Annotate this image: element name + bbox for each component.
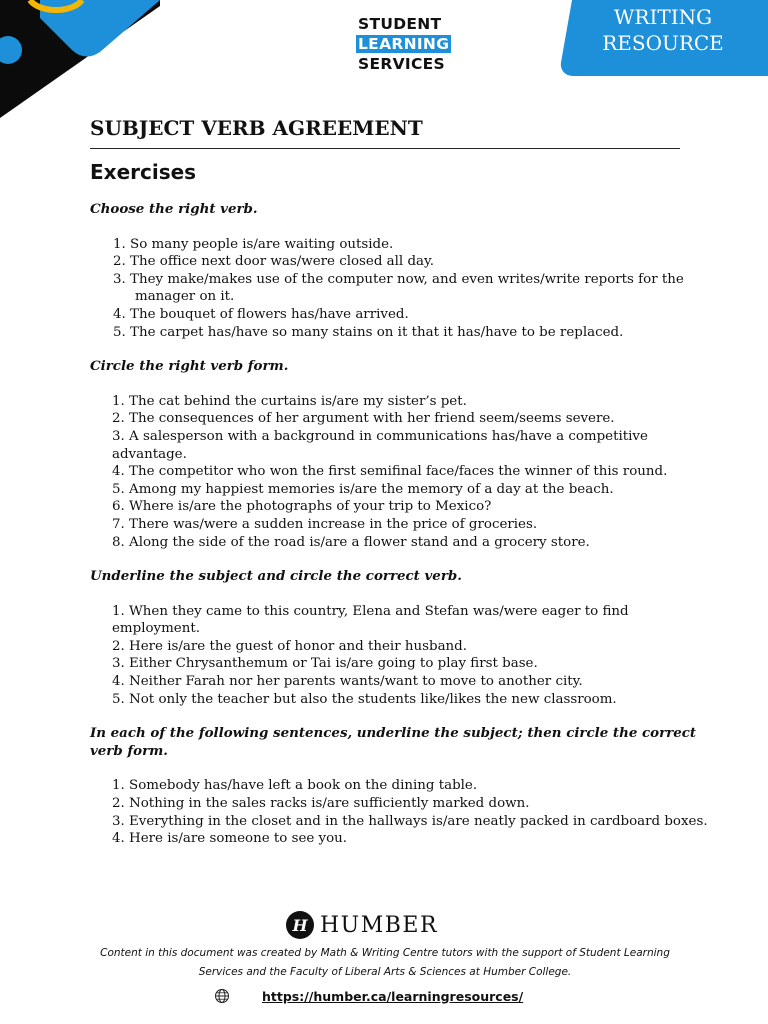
exercise-item: 5. The carpet has/have so many stains on it that it has/have to be replaced. (113, 324, 624, 340)
logo-line-learning: LEARNING (358, 35, 450, 53)
exercise-list (90, 393, 720, 551)
exercise-item: 1. So many people is/are waiting outside. (113, 236, 394, 252)
exercise-list (90, 236, 720, 342)
exercise-item: 2. The office next door was/were closed all day. (113, 254, 435, 270)
exercise-section-underline-subject (90, 568, 720, 708)
logo-line-student: STUDENT (358, 15, 442, 33)
exercise-list (90, 603, 720, 709)
section-heading: Choose the right verb. (90, 201, 258, 217)
exercise-list (90, 777, 720, 847)
exercise-section-circle-verb (90, 358, 720, 551)
logo-line-services: SERVICES (358, 55, 445, 73)
exercise-item: 1. When they came to this country, Elena and Stefan was/were eager to find employment. (112, 603, 629, 637)
humber-h-icon: H (286, 911, 314, 939)
globe-icon (214, 988, 230, 1004)
document-title: SUBJECT VERB AGREEMENT (90, 116, 423, 140)
exercise-item: 2. Nothing in the sales racks is/are sufficiently marked down. (112, 796, 530, 812)
exercise-item: 3. A salesperson with a background in communications has/have a competitive advantage. (112, 428, 648, 462)
exercise-item: 4. Here is/are someone to see you. (112, 831, 348, 847)
humber-wordmark: HUMBER (320, 912, 439, 938)
exercise-item: 1. The cat behind the curtains is/are my sister’s pet. (112, 393, 467, 409)
title-divider (90, 148, 680, 149)
exercise-content (90, 201, 720, 865)
exercise-item: 5. Among my happiest memories is/are the memory of a day at the beach. (112, 481, 614, 497)
badge-line-writing: WRITING (613, 5, 713, 29)
exercise-item: 1. Somebody has/have left a book on the dining table. (112, 778, 478, 794)
exercise-item: 8. Along the side of the road is/are a flower stand and a grocery store. (112, 534, 590, 550)
exercise-item: 5. Not only the teacher but also the students like/likes the new classroom. (112, 691, 617, 707)
decorative-corner-shapes (0, 0, 165, 120)
section-heading: In each of the following sentences, underline the subject; then circle the correct verb form. (90, 725, 697, 759)
humber-logo (286, 911, 438, 939)
exercise-item: 4. The bouquet of flowers has/have arrived. (113, 306, 409, 322)
student-learning-services-logo (358, 14, 451, 74)
exercise-item: 3. They make/makes use of the computer now, and even writes/write reports for the manager on it. (113, 271, 684, 305)
exercise-section-subject-and-verb (90, 725, 720, 848)
credit-line-1: Content in this document was created by Math & Writing Centre tutors with the support of Student Learning (100, 947, 670, 959)
content-credit (90, 944, 680, 982)
exercise-item: 2. Here is/are the guest of honor and their husband. (112, 638, 468, 654)
exercise-item: 7. There was/were a sudden increase in the price of groceries. (112, 516, 538, 532)
exercise-item: 2. The consequences of her argument with her friend seem/seems severe. (112, 411, 615, 427)
writing-resource-badge (598, 4, 728, 56)
exercise-item: 3. Everything in the closet and in the hallways is/are neatly packed in cardboard boxes. (112, 813, 708, 829)
section-heading: Underline the subject and circle the correct verb. (90, 568, 462, 585)
exercise-section-choose-verb (90, 201, 720, 341)
learning-resources-link[interactable]: https://humber.ca/learningresources/ (262, 988, 524, 1004)
badge-line-resource: RESOURCE (602, 31, 724, 55)
exercise-item: 4. Neither Farah nor her parents wants/want to move to another city. (112, 674, 583, 690)
section-heading: Circle the right verb form. (90, 358, 289, 375)
exercise-item: 3. Either Chrysanthemum or Tai is/are going to play first base. (112, 656, 538, 672)
exercises-heading: Exercises (90, 160, 197, 184)
exercise-item: 4. The competitor who won the first semifinal face/faces the winner of this round. (112, 464, 668, 480)
exercise-item: 6. Where is/are the photographs of your trip to Mexico? (112, 499, 492, 515)
resource-link-row (214, 988, 523, 1004)
credit-line-2: Services and the Faculty of Liberal Arts & Sciences at Humber College. (198, 966, 572, 978)
